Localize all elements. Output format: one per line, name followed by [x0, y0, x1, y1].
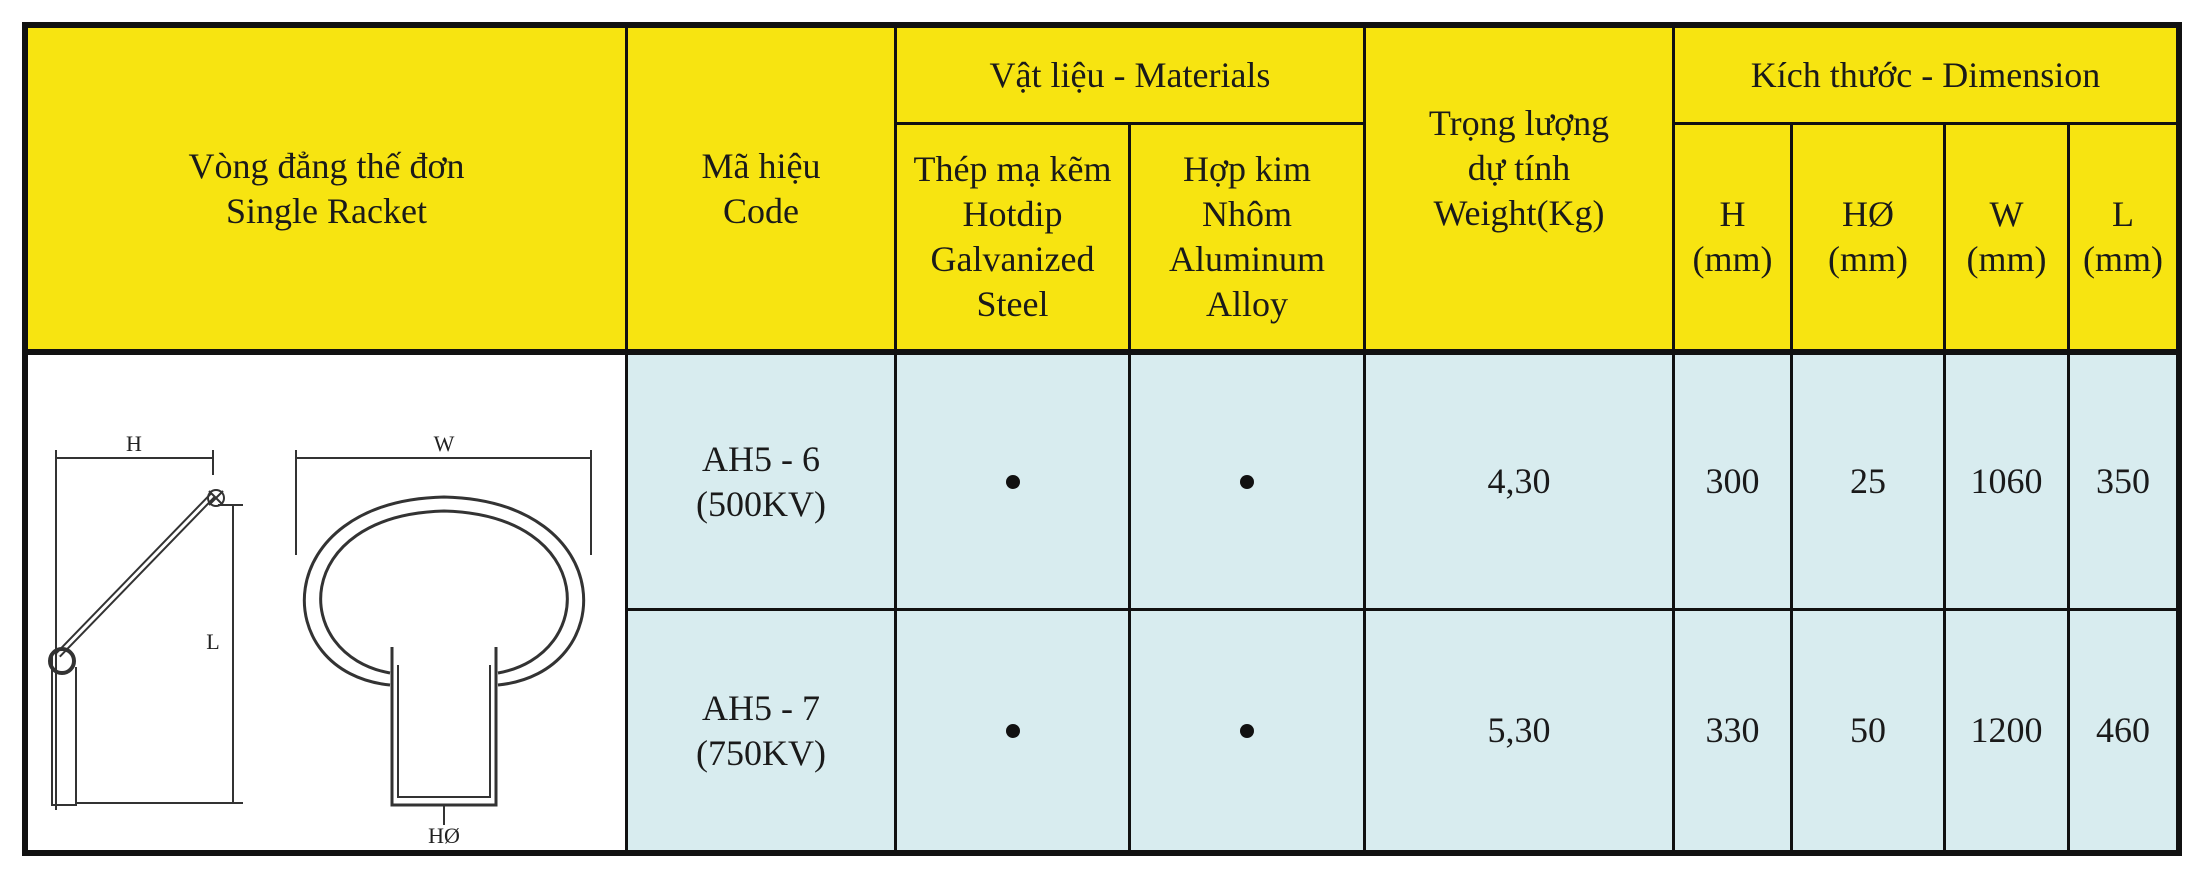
dim-hd-unit: (mm)	[1828, 239, 1908, 279]
code-header-vi: Mã hiệu	[701, 145, 821, 186]
dim-h-name: H	[1719, 194, 1746, 234]
row-1-hd: 25	[1850, 461, 1886, 501]
row-1-w: 1060	[1970, 461, 2043, 501]
row-1-code: AH5 - 6	[702, 438, 820, 479]
row-1-h: 300	[1705, 461, 1760, 501]
row-2-w: 1200	[1970, 710, 2043, 750]
dim-w-name: W	[1989, 194, 2024, 234]
drawing-label-h: H	[126, 431, 142, 456]
dim-l-unit: (mm)	[2083, 239, 2163, 279]
row-1-l: 350	[2096, 461, 2150, 501]
drawing-label-hd: HØ	[428, 823, 460, 848]
steel-line-1: Thép mạ kẽm	[913, 149, 1112, 189]
table-frame	[22, 22, 2182, 856]
steel-line-2: Hotdip	[962, 194, 1063, 234]
row-divider	[625, 608, 2182, 611]
col-divider-2	[894, 22, 897, 856]
row-1-weight: 4,30	[1487, 461, 1551, 501]
weight-line-2: dự tính	[1467, 148, 1571, 188]
dim-l-name: L	[2111, 194, 2134, 234]
row-2-h: 330	[1705, 710, 1760, 750]
materials-title: Vật liệu - Materials	[989, 54, 1271, 95]
dimension-subheader-line	[1672, 122, 2182, 125]
row-2-voltage: (750KV)	[696, 732, 826, 773]
code-header-en: Code	[723, 190, 799, 231]
row-1-voltage: (500KV)	[696, 483, 826, 524]
weight-line-3: Weight(Kg)	[1433, 193, 1605, 233]
col-divider-1	[625, 22, 628, 856]
row-2-code: AH5 - 7	[702, 687, 820, 728]
dimension-title: Kích thước - Dimension	[1750, 54, 2101, 95]
row-2-hd: 50	[1850, 710, 1886, 750]
row-2-l: 460	[2096, 710, 2150, 750]
dim-h-unit: (mm)	[1692, 239, 1773, 279]
col-divider-5	[1672, 22, 1675, 856]
drawing-label-w: W	[433, 431, 455, 456]
dim-hd-name: HØ	[1841, 194, 1894, 234]
aluminum-line-1: Hợp kim	[1182, 149, 1312, 189]
weight-line-1: Trọng lượng	[1428, 103, 1610, 143]
product-name-vi: Vòng đẳng thế đơn	[188, 145, 465, 186]
dim-w-unit: (mm)	[1966, 239, 2047, 279]
steel-line-3: Galvanized	[930, 239, 1095, 279]
row-2-weight: 5,30	[1487, 710, 1551, 750]
drawing-label-l: L	[206, 629, 220, 654]
header-divider	[22, 349, 2182, 355]
aluminum-line-2: Nhôm	[1201, 194, 1292, 234]
aluminum-line-3: Aluminum	[1168, 239, 1325, 279]
product-name-en: Single Racket	[226, 190, 427, 231]
col-divider-4	[1363, 22, 1366, 856]
col-divider-3	[1128, 122, 1131, 856]
steel-line-4: Steel	[976, 284, 1049, 324]
aluminum-line-4: Alloy	[1205, 284, 1288, 324]
materials-subheader-line	[894, 122, 1366, 125]
col-divider-7	[1943, 122, 1946, 856]
col-divider-8	[2067, 122, 2070, 856]
col-divider-6	[1790, 122, 1793, 856]
